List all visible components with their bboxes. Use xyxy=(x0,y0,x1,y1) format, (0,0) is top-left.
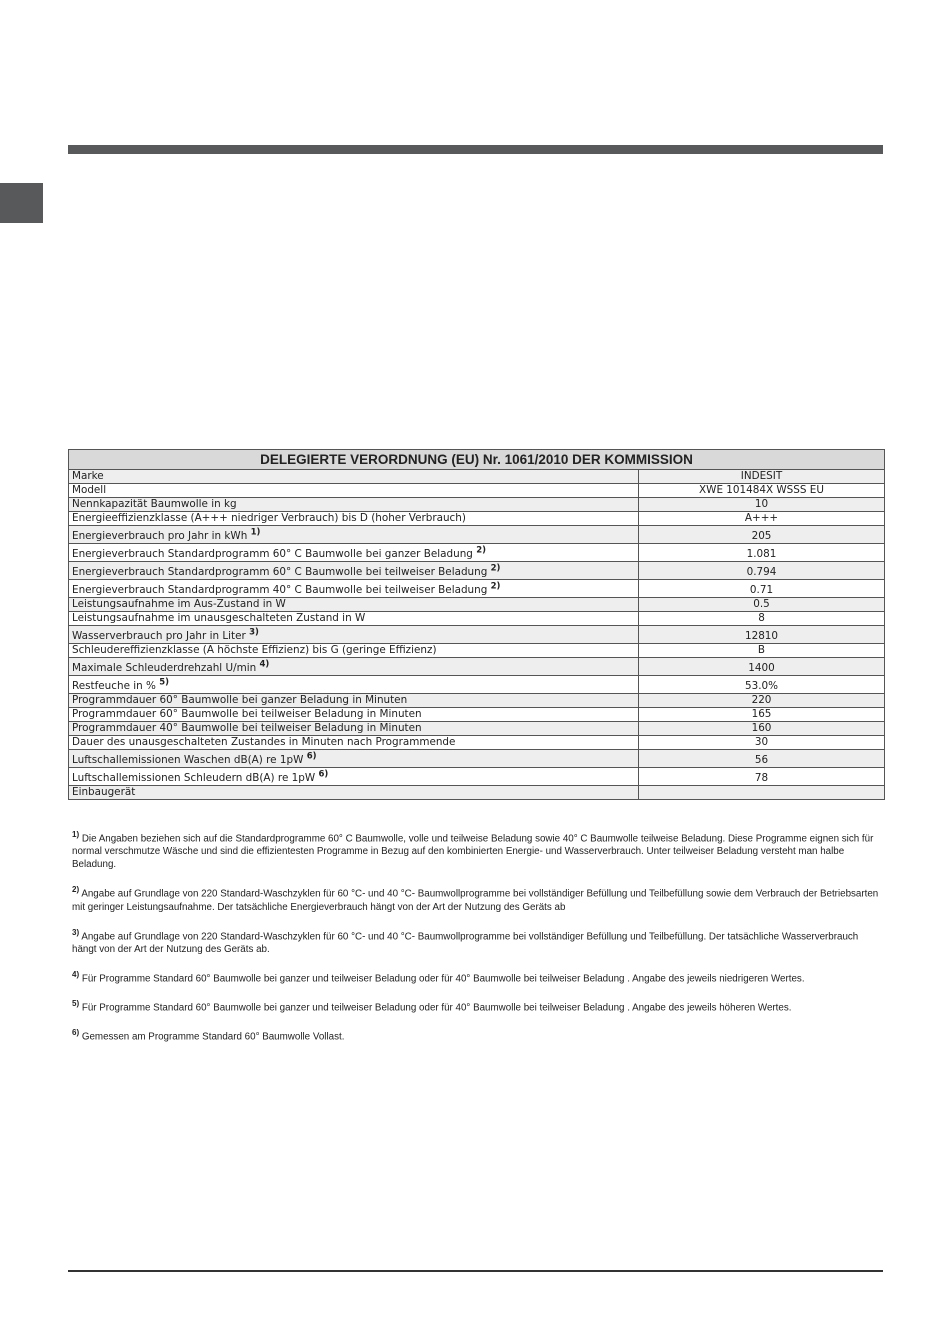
row-label: Marke xyxy=(69,470,639,484)
row-value: 53.0% xyxy=(639,676,885,694)
footnote xyxy=(72,883,880,913)
row-label: Luftschallemissionen Schleudern dB(A) re 1pW $^{6)}$ xyxy=(69,768,639,786)
footnote-number: 3) xyxy=(72,927,80,937)
table-row xyxy=(69,626,885,644)
footnote-text: Für Programme Standard 60° Baumwolle bei ganzer und teilweiser Beladung oder für 40° Baumwolle bei teilweiser Beladung . Angabe des jeweils niedrigeren Wertes. xyxy=(81,973,805,985)
row-value: 0.5 xyxy=(639,598,885,612)
row-value xyxy=(639,786,885,800)
footer-rule xyxy=(68,1270,883,1272)
table-row xyxy=(69,658,885,676)
table-row xyxy=(69,512,885,526)
table-title: DELEGIERTE VERORDNUNG (EU) Nr. 1061/2010 DER KOMMISSION xyxy=(69,450,885,470)
header-rule xyxy=(68,145,883,154)
row-label: Energieverbrauch Standardprogramm 40° C Baumwolle bei teilweiser Beladung $^{2)}$ xyxy=(69,580,639,598)
table-row xyxy=(69,526,885,544)
spec-table xyxy=(68,449,885,800)
row-label: Programmdauer 40° Baumwolle bei teilweiser Beladung in Minuten xyxy=(69,722,639,736)
footnote-number: 4) xyxy=(72,969,80,979)
table-row xyxy=(69,562,885,580)
row-label: Maximale Schleuderdrehzahl U/min $^{4)}$ xyxy=(69,658,639,676)
footnote-ref: 6) xyxy=(318,769,329,780)
footnote-ref: 2) xyxy=(490,581,501,592)
row-label: Wasserverbrauch pro Jahr in Liter $^{3)}$ xyxy=(69,626,639,644)
footnote-ref: 2) xyxy=(490,563,501,574)
footnote xyxy=(72,968,880,985)
row-label: Modell xyxy=(69,484,639,498)
row-value: 205 xyxy=(639,526,885,544)
footnote-ref: 6) xyxy=(306,751,317,762)
row-value: 165 xyxy=(639,708,885,722)
table-row xyxy=(69,768,885,786)
row-value: 1.081 xyxy=(639,544,885,562)
row-label: Dauer des unausgeschalteten Zustandes in Minuten nach Programmende xyxy=(69,736,639,750)
table-row xyxy=(69,470,885,484)
row-value: 160 xyxy=(639,722,885,736)
row-label: Energieeffizienzklasse (A+++ niedriger Verbrauch) bis D (hoher Verbrauch) xyxy=(69,512,639,526)
row-value: 10 xyxy=(639,498,885,512)
row-label: Luftschallemissionen Waschen dB(A) re 1pW $^{6)}$ xyxy=(69,750,639,768)
table-row xyxy=(69,612,885,626)
table-row xyxy=(69,736,885,750)
row-label: Leistungsaufnahme im Aus-Zustand in W xyxy=(69,598,639,612)
row-label: Schleudereffizienzklasse (A höchste Effizienz) bis G (geringe Effizienz) xyxy=(69,644,639,658)
row-label: Restfeuche in % $^{5)}$ xyxy=(69,676,639,694)
row-label: Nennkapazität Baumwolle in kg xyxy=(69,498,639,512)
row-value: 220 xyxy=(639,694,885,708)
row-value: 0.794 xyxy=(639,562,885,580)
footnote-ref: 5) xyxy=(159,677,170,688)
footnote-number: 2) xyxy=(72,885,80,895)
row-value: A+++ xyxy=(639,512,885,526)
row-value: INDESIT xyxy=(639,470,885,484)
row-value: XWE 101484X WSSS EU xyxy=(639,484,885,498)
footnote-text: Die Angaben beziehen sich auf die Standardprogramme 60° C Baumwolle, volle und teilweise Beladung sowie 40° C Baumwolle teilweise Beladung. Diese Programme eignen sich für normal verschmutze Wäsche und sind die effizientesten Programme in Bezug auf den kombinierten Energie- und Wasserverbrauch. Unter teilweiser Beladung versteht man halbe Beladung. xyxy=(72,833,874,871)
table-row xyxy=(69,544,885,562)
table-row xyxy=(69,676,885,694)
section-tab xyxy=(0,183,43,223)
footnote-number: 6) xyxy=(72,1028,80,1038)
table-row xyxy=(69,484,885,498)
row-label: Energieverbrauch Standardprogramm 60° C Baumwolle bei ganzer Beladung $^{2)}$ xyxy=(69,544,639,562)
footnote-text: Angabe auf Grundlage von 220 Standard-Waschzyklen für 60 °C- und 40 °C- Baumwollprogramme bei vollständiger Befüllung und Teilbefüllung. Der tatsächliche Wasserverbrauch hängt von der Art der Nutzung des Geräts ab. xyxy=(72,930,859,955)
row-label: Leistungsaufnahme im unausgeschalteten Zustand in W xyxy=(69,612,639,626)
row-value: 1400 xyxy=(639,658,885,676)
table-row xyxy=(69,722,885,736)
row-value: 0.71 xyxy=(639,580,885,598)
footnote-ref: 1) xyxy=(250,527,261,538)
table-row xyxy=(69,580,885,598)
footnote xyxy=(72,926,880,956)
footnote-ref: 3) xyxy=(249,627,259,638)
table-row xyxy=(69,786,885,800)
footnote-text: Gemessen am Programme Standard 60° Baumwolle Vollast. xyxy=(81,1031,345,1043)
table-row xyxy=(69,694,885,708)
row-label: Energieverbrauch pro Jahr in kWh $^{1)}$ xyxy=(69,526,639,544)
row-label: Programmdauer 60° Baumwolle bei teilweiser Beladung in Minuten xyxy=(69,708,639,722)
footnote-number: 1) xyxy=(72,830,80,839)
row-value: 12810 xyxy=(639,626,885,644)
table-row xyxy=(69,708,885,722)
row-label: Einbaugerät xyxy=(69,786,639,800)
row-value: 30 xyxy=(639,736,885,750)
footnote xyxy=(72,828,880,871)
table-row xyxy=(69,750,885,768)
table-title-row xyxy=(69,450,885,470)
row-value: B xyxy=(639,644,885,658)
footnote xyxy=(72,1026,880,1043)
table-row xyxy=(69,644,885,658)
footnote-ref: 4) xyxy=(259,659,270,670)
footnotes xyxy=(72,828,880,1056)
footnote-number: 5) xyxy=(72,999,80,1009)
table-row xyxy=(69,498,885,512)
footnote-text: Für Programme Standard 60° Baumwolle bei ganzer und teilweiser Beladung oder für 40° Baumwolle bei teilweiser Beladung . Angabe des jeweils höheren Wertes. xyxy=(81,1002,792,1014)
footnote-ref: 2) xyxy=(476,545,487,556)
row-value: 8 xyxy=(639,612,885,626)
row-label: Energieverbrauch Standardprogramm 60° C Baumwolle bei teilweiser Beladung $^{2)}$ xyxy=(69,562,639,580)
row-value: 56 xyxy=(639,750,885,768)
table-row xyxy=(69,598,885,612)
row-value: 78 xyxy=(639,768,885,786)
footnote-text: Angabe auf Grundlage von 220 Standard-Waschzyklen für 60 °C- und 40 °C- Baumwollprogramme bei vollständiger Befüllung und Teilbefüllung sowie dem Verbrauch der Betriebsarten mit geringer Leistungsaufnahme. Der tatsächliche Energieverbrauch hängt von der Art der Nutzung des Geräts ab xyxy=(72,888,879,913)
footnote xyxy=(72,997,880,1014)
row-label: Programmdauer 60° Baumwolle bei ganzer Beladung in Minuten xyxy=(69,694,639,708)
